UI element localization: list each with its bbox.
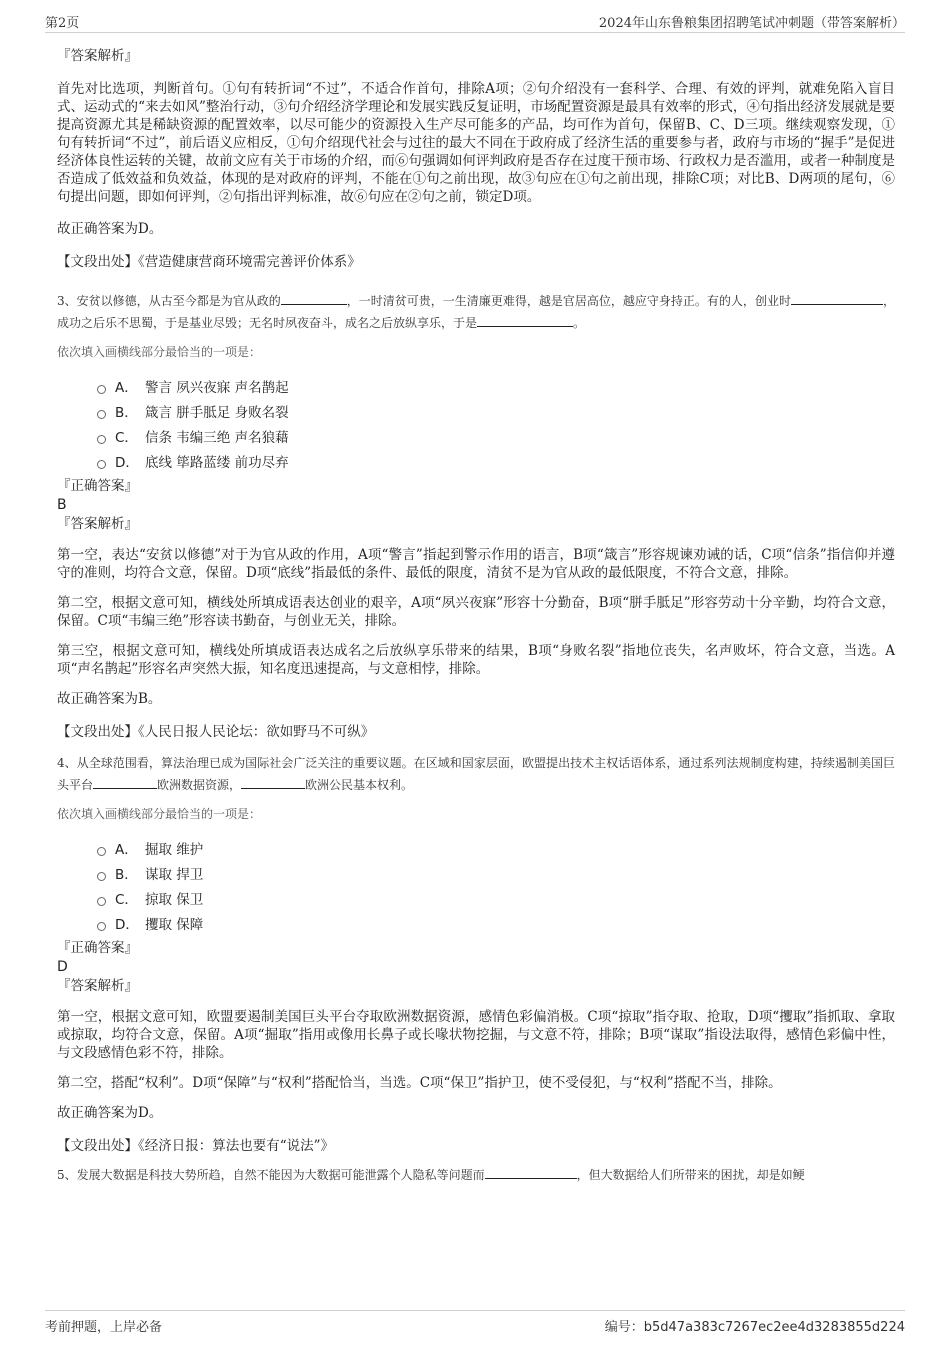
option-text: 攫取 保障 (145, 917, 204, 933)
blank-3 (477, 314, 573, 327)
option-a[interactable] (97, 838, 895, 863)
option-c[interactable] (97, 426, 895, 451)
question-number: 3、 (57, 294, 77, 308)
footer-code (605, 1316, 905, 1335)
option-letter: D． (115, 917, 139, 933)
options-list (57, 838, 895, 938)
option-b[interactable] (97, 863, 895, 888)
question-5 (57, 1164, 895, 1186)
analysis-paragraph-1: 第一空，表达“安贫以修德”对于为官从政的作用，A项“警言”指起到警示作用的语言，B项“箴言”形容规谏劝诫的话，C项“信条”指信仰并遵守的准则，均符合文意，保留。D项“底线”指最低的条件、最低的限度，清贫不是为官从政的最低限度，不符合文意，排除。 (57, 547, 895, 581)
analysis-label: 『答案解析』 (57, 516, 138, 532)
option-text: 警言 夙兴夜寐 声名鹊起 (145, 380, 289, 396)
stem-part: 安贫以修德，从古至今都是为官从政的 (76, 294, 281, 308)
radio-icon[interactable] (97, 460, 106, 469)
question-number: 5、 (57, 1168, 77, 1182)
code-label: 编号： (604, 1320, 644, 1335)
stem-part: ，成功之后乐不思蜀，于是基业尽毁；无名时夙夜奋斗，成名之后放纵享乐，于是 (57, 294, 895, 330)
option-d[interactable] (97, 913, 895, 938)
blank-1 (93, 776, 157, 789)
analysis-label: 『答案解析』 (57, 48, 138, 64)
document-title: 2024年山东鲁粮集团招聘笔试冲刺题（带答案解析） (598, 16, 905, 31)
question-stem (57, 752, 895, 796)
stem-part: ，但大数据给人们所带来的困扰，却是如鲠 (576, 1168, 805, 1182)
blank-1 (485, 1166, 577, 1179)
answer-conclusion: 故正确答案为B。 (57, 691, 162, 707)
option-text: 信条 韦编三绝 声名狼藉 (145, 430, 289, 446)
stem-part: 欧洲数据资源， (157, 778, 242, 792)
source-title: 《人民日报人民论坛：欲如野马不可纵》 (138, 724, 375, 740)
options-list (57, 376, 895, 476)
analysis-text: 首先对比选项，判断首句。①句有转折词“不过”，不适合作首句，排除A项；②句介绍没有一套科学、合理、有效的评判，就难免陷入盲目式、运动式的“来去如风”整治行动，③句介绍经济学理论和发展实践反复证明，市场配置资源是最具有效率的形式，④句指出经济发展就是要提高资源尤其是稀缺资源的配置效率，以尽可能少的资源投入生产尽可能多的产品，均可作为首句，保留B、C、D三项。继续观察发现，①句有转折词“不过”，前后语义应相反，①句介绍现代社会与过往的最大不同在于政府成了经济生活的重要参与者，政府与市场的“握手”是促进经济体良性运转的关键，故前文应有关于市场的介绍，而⑥句强调如何评判政府是否存在过度干预市场、行政权力是否滥用，或者一种制度是否造成了低效益和负效益，体现的是对政府的评判，不能在①句之前出现，故③句应在①句之前出现，排除C项；对比B、D两项的尾句，⑥句提出问题，即如何评判，②句指出评判标准，故⑥句应在②句之前，锁定D项。 (57, 81, 895, 205)
correct-answer-label: 『正确答案』 (57, 940, 138, 956)
question-3 (57, 290, 895, 742)
question-prompt: 依次填入画横线部分最恰当的一项是： (57, 807, 262, 821)
footer-slogan: 考前押题，上岸必备 (45, 1320, 163, 1335)
option-letter: C． (115, 892, 138, 908)
option-d[interactable] (97, 451, 895, 476)
radio-icon[interactable] (97, 922, 106, 931)
radio-icon[interactable] (97, 897, 106, 906)
option-letter: B． (115, 405, 138, 421)
option-text: 谋取 捍卫 (145, 867, 204, 883)
option-text: 掘取 维护 (145, 842, 204, 858)
blank-2 (791, 292, 883, 305)
radio-icon[interactable] (97, 385, 106, 394)
page-header (45, 10, 905, 33)
question-stem (57, 290, 895, 334)
source-label: 【文段出处】 (57, 724, 138, 740)
option-text: 掠取 保卫 (145, 892, 204, 908)
page-footer (45, 1310, 905, 1335)
page-content (57, 46, 895, 1186)
analysis-label: 『答案解析』 (57, 978, 138, 994)
option-letter: A． (115, 380, 138, 396)
blank-1 (281, 292, 347, 305)
radio-icon[interactable] (97, 410, 106, 419)
source-line (57, 252, 895, 272)
question-2-analysis (57, 46, 895, 272)
option-text: 底线 筚路蓝缕 前功尽弃 (145, 455, 289, 471)
question-4 (57, 752, 895, 1156)
analysis-paragraph-2: 第二空，搭配“权利”。D项“保障”与“权利”搭配恰当，当选。C项“保卫”指护卫，使不受侵犯，与“权利”搭配不当，排除。 (57, 1075, 782, 1091)
source-label: 【文段出处】 (57, 1138, 138, 1154)
stem-part: 欧洲公民基本权利。 (305, 778, 414, 792)
page-number: 第2页 (45, 16, 80, 31)
option-b[interactable] (97, 401, 895, 426)
stem-part: 发展大数据是科技大势所趋，自然不能因为大数据可能泄露个人隐私等问题而 (76, 1168, 485, 1182)
answer-conclusion: 故正确答案为D。 (57, 1105, 163, 1121)
code-value: b5d47a383c7267ec2ee4d3283855d224 (643, 1320, 905, 1335)
analysis-paragraph-3: 第三空，根据文意可知，横线处所填成语表达成名之后放纵享乐带来的结果，B项“身败名裂”指地位丧失，名声败坏，符合文意，当选。A项“声名鹊起”形容名声突然大振，知名度迅速提高，与文意相悖，排除。 (57, 643, 895, 677)
source-title: 《营造健康营商环境需完善评价体系》 (138, 254, 361, 270)
source-line (57, 1136, 895, 1156)
question-number: 4、 (57, 756, 77, 770)
source-line (57, 722, 895, 742)
option-text: 箴言 胼手胝足 身败名裂 (145, 405, 289, 421)
correct-answer-label: 『正确答案』 (57, 478, 138, 494)
source-title: 《经济日报：算法也要有“说法”》 (138, 1138, 335, 1154)
option-a[interactable] (97, 376, 895, 401)
analysis-paragraph-2: 第二空，根据文意可知，横线处所填成语表达创业的艰辛，A项“夙兴夜寐”形容十分勤奋，B项“胼手胝足”形容劳动十分辛勤，均符合文意，保留。C项“韦编三绝”形容读书勤奋，与创业无关，排除。 (57, 595, 895, 629)
radio-icon[interactable] (97, 847, 106, 856)
answer-conclusion: 故正确答案为D。 (57, 221, 163, 237)
blank-2 (241, 776, 305, 789)
source-label: 【文段出处】 (57, 254, 138, 270)
radio-icon[interactable] (97, 872, 106, 881)
question-stem (57, 1164, 895, 1186)
question-prompt: 依次填入画横线部分最恰当的一项是： (57, 345, 262, 359)
option-c[interactable] (97, 888, 895, 913)
option-letter: A． (115, 842, 138, 858)
correct-answer: B (57, 497, 67, 513)
correct-answer: D (57, 959, 68, 975)
option-letter: B． (115, 867, 138, 883)
option-letter: D． (115, 455, 139, 471)
stem-part: 从全球范围看，算法治理已成为国际社会广泛关注的重要议题。在区域和国家层面，欧盟提出技术主权话语体系，通过系列法规制度构建，持续遏制美国巨头平台 (57, 756, 895, 792)
option-letter: C． (115, 430, 138, 446)
analysis-paragraph-1: 第一空，根据文意可知，欧盟要遏制美国巨头平台夺取欧洲数据资源，感情色彩偏消极。C项“掠取”指夺取、抢取，D项“攫取”指抓取、拿取或掠取，均符合文意，保留。A项“掘取”指用或像用长鼻子或长喙状物挖掘，与文意不符，排除；B项“谋取”指设法取得，感情色彩偏中性，与文段感情色彩不符，排除。 (57, 1009, 895, 1061)
stem-part: 。 (573, 316, 586, 330)
radio-icon[interactable] (97, 435, 106, 444)
stem-part: ，一时清贫可贵，一生清廉更难得，越是官居高位，越应守身持正。有的人，创业时 (346, 294, 791, 308)
